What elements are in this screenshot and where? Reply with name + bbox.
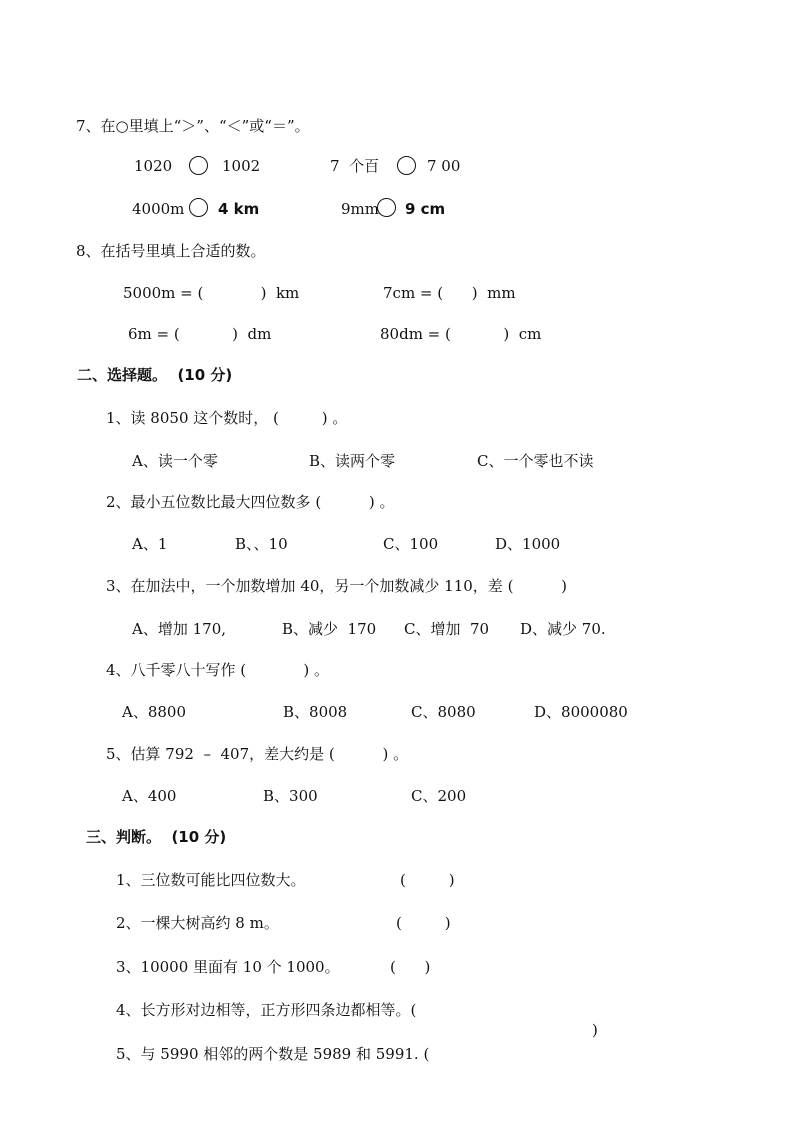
s2-q2-opt-a[interactable]: A、1	[132, 535, 168, 553]
q8-r1-right: 7cm = ( ) mm	[383, 284, 516, 302]
s2-q3-opt-d[interactable]: D、减少 70.	[520, 620, 606, 638]
compare-circle[interactable]	[397, 156, 416, 175]
s3-item-2: 2、一棵大树高约 8 m。	[116, 914, 279, 932]
s2-q4: 4、八千零八十写作 ( ) 。	[106, 661, 330, 679]
s2-q4-opt-c[interactable]: C、8080	[411, 703, 476, 721]
q7-title: 7、在○里填上“＞”、“＜”或“＝”。	[76, 117, 310, 135]
s2-q3-opt-c[interactable]: C、增加 70	[404, 620, 490, 638]
s2-q4-opt-a[interactable]: A、8800	[122, 703, 187, 721]
q7-r2-right: 4 km	[218, 200, 260, 218]
s3-item-4: 4、长方形对边相等，正方形四条边都相等。(	[116, 1001, 417, 1019]
section-3-header: 三、判断。 (10 分)	[86, 828, 227, 846]
s3-item-5: 5、与 5990 相邻的两个数是 5989 和 5991. (	[116, 1045, 430, 1063]
compare-circle[interactable]	[189, 156, 208, 175]
s2-q1: 1、读 8050 这个数时， ( ) 。	[106, 409, 348, 427]
s3-item-3-answer[interactable]: ( )	[390, 958, 431, 976]
q7-r1b-left: 7 个百	[330, 157, 380, 175]
s2-q2-opt-d[interactable]: D、1000	[495, 535, 561, 553]
compare-circle[interactable]	[189, 198, 208, 217]
s3-item-1-answer[interactable]: ( )	[400, 871, 455, 889]
s2-q4-opt-b[interactable]: B、8008	[283, 703, 348, 721]
s3-item-2-answer[interactable]: ( )	[396, 914, 451, 932]
section-2-header: 二、选择题。 (10 分)	[77, 366, 233, 384]
s3-item-1: 1、三位数可能比四位数大。	[116, 871, 306, 889]
s2-q1-opt-c[interactable]: C、一个零也不读	[477, 452, 594, 470]
q8-title: 8、在括号里填上合适的数。	[76, 242, 266, 260]
q8-r2-right: 80dm = ( ) cm	[380, 325, 542, 343]
q7-r1-right: 1002	[222, 157, 261, 175]
s2-q2-opt-c[interactable]: C、100	[383, 535, 439, 553]
s2-q5-opt-c[interactable]: C、200	[411, 787, 467, 805]
s3-item-4-answer[interactable]: )	[592, 1021, 598, 1039]
q7-r1b-right: 7 00	[427, 157, 461, 175]
s2-q3-opt-b[interactable]: B、减少 170	[282, 620, 377, 638]
s2-q4-opt-d[interactable]: D、8000080	[534, 703, 628, 721]
q8-r2-left: 6m = ( ) dm	[128, 325, 272, 343]
s2-q1-opt-a[interactable]: A、读一个零	[132, 452, 218, 470]
q7-r2-left: 4000m	[132, 200, 185, 218]
q7-r2b-right: 9 cm	[405, 200, 446, 218]
q7-r2b-left: 9mm	[341, 200, 379, 218]
compare-circle[interactable]	[377, 198, 396, 217]
s2-q5-opt-b[interactable]: B、300	[263, 787, 318, 805]
s2-q5-opt-a[interactable]: A、400	[122, 787, 177, 805]
s2-q3-opt-a[interactable]: A、增加 170,	[132, 620, 226, 638]
s2-q1-opt-b[interactable]: B、读两个零	[309, 452, 396, 470]
s2-q2-opt-b[interactable]: B、、10	[235, 535, 288, 553]
q7-r1-left: 1020	[134, 157, 173, 175]
q8-r1-left: 5000m = ( ) km	[123, 284, 300, 302]
s2-q5: 5、估算 792 – 407，差大约是 ( ) 。	[106, 745, 409, 763]
s2-q2: 2、最小五位数比最大四位数多 ( ) 。	[106, 493, 395, 511]
s3-item-3: 3、10000 里面有 10 个 1000。	[116, 958, 340, 976]
s2-q3: 3、在加法中，一个加数增加 40，另一个加数减少 110，差 ( )	[106, 577, 567, 595]
